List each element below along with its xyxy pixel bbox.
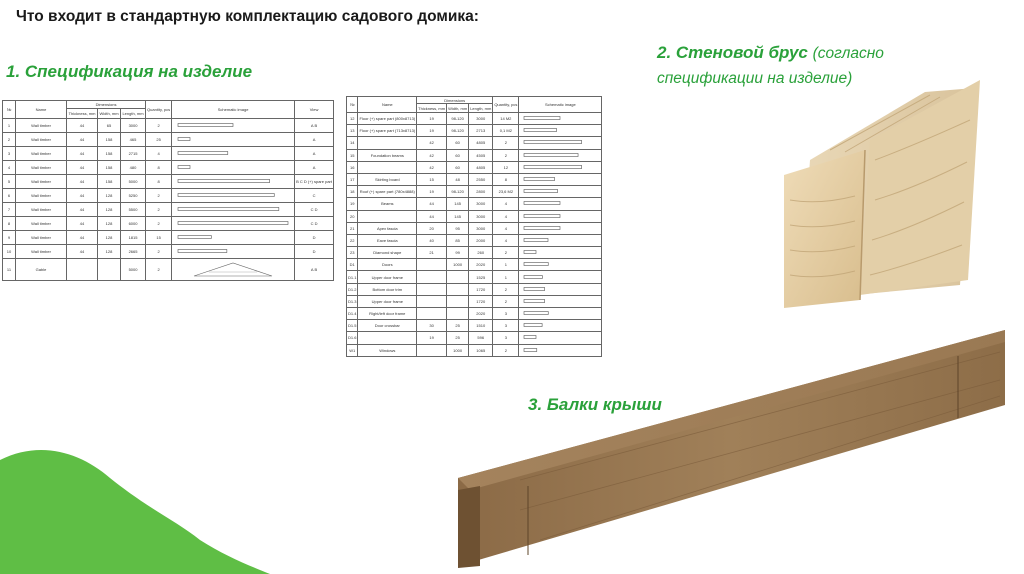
table-cell: Upper door frame: [358, 271, 417, 283]
table-cell: 19: [417, 113, 447, 125]
table-cell: 44: [67, 203, 98, 217]
schematic-drawing: [519, 308, 602, 320]
table-row: [3, 259, 334, 281]
table-cell: 48: [447, 173, 469, 185]
table-cell: 1720: [469, 295, 493, 307]
table-row: [347, 137, 602, 149]
table-cell: 2000: [469, 234, 493, 246]
table-cell: [417, 344, 447, 356]
schematic-drawing: [519, 332, 602, 344]
table-cell: Eave fascia: [358, 234, 417, 246]
table-cell: 2550: [469, 173, 493, 185]
schematic-drawing: [519, 259, 602, 271]
schematic-drawing: [519, 113, 602, 125]
table-cell: 17: [347, 173, 358, 185]
table-cell: D1.2: [347, 283, 358, 295]
table-cell: 3000: [469, 210, 493, 222]
table-cell: 42: [417, 149, 447, 161]
table-cell: 6000: [120, 217, 145, 231]
table-cell: 11: [3, 259, 16, 281]
table-cell: 1065: [469, 344, 493, 356]
table-cell: 20: [347, 210, 358, 222]
table-cell: [447, 271, 469, 283]
table-cell: 4505: [469, 149, 493, 161]
schematic-drawing: [519, 234, 602, 246]
schematic-drawing: [172, 133, 295, 147]
table-cell: A: [295, 133, 334, 147]
col-header-schematic: Schematic image: [519, 97, 602, 113]
table-cell: 60: [447, 137, 469, 149]
table-cell: 3000: [469, 113, 493, 125]
table-cell: 98-120: [447, 113, 469, 125]
schematic-drawing: [172, 203, 295, 217]
table-cell: A: [295, 147, 334, 161]
schematic-drawing: [172, 189, 295, 203]
table-cell: [358, 210, 417, 222]
schematic-drawing: [519, 161, 602, 173]
table-row: [347, 222, 602, 234]
table-cell: [98, 259, 121, 281]
table-cell: 0,1 M2: [493, 125, 519, 137]
table-cell: 158: [98, 133, 121, 147]
table-cell: Foundation beams: [358, 149, 417, 161]
table-cell: 12: [347, 113, 358, 125]
table-cell: 19: [417, 186, 447, 198]
table-cell: Diamond shape: [358, 247, 417, 259]
table-row: [3, 231, 334, 245]
table-cell: 21: [347, 222, 358, 234]
table-cell: 1: [493, 259, 519, 271]
col-header-quantity: Quantity, pcs: [146, 101, 172, 119]
table-cell: Wall timber: [16, 119, 67, 133]
table-cell: [417, 259, 447, 271]
table-cell: [447, 308, 469, 320]
table-cell: 5: [3, 175, 16, 189]
table-cell: 4: [3, 161, 16, 175]
table-cell: D: [295, 245, 334, 259]
table-cell: Wall timber: [16, 175, 67, 189]
section-wall-timber-note-1: (согласно: [812, 45, 884, 62]
table-cell: Right/left door frame: [358, 308, 417, 320]
table-cell: 44: [67, 133, 98, 147]
section-wall-timber-note-2: спецификации на изделие): [657, 70, 853, 87]
table-cell: 44: [417, 210, 447, 222]
table-cell: 30: [417, 320, 447, 332]
table-cell: 4: [493, 222, 519, 234]
table-cell: 1000: [447, 344, 469, 356]
table-cell: [358, 161, 417, 173]
table-row: [347, 271, 602, 283]
table-cell: 596: [469, 332, 493, 344]
table-cell: A B: [295, 259, 334, 281]
table-cell: 19: [417, 125, 447, 137]
table-cell: 2020: [469, 259, 493, 271]
section-specification-heading: 1. Спецификация на изделие: [6, 62, 253, 81]
col-header-number: №: [3, 101, 16, 119]
table-cell: 2: [493, 247, 519, 259]
wall-timber-image: [784, 80, 980, 308]
table-cell: 2: [493, 344, 519, 356]
table-cell: 2: [146, 245, 172, 259]
table-cell: 158: [98, 147, 121, 161]
table-row: [347, 234, 602, 246]
roof-beam-image: [458, 330, 1005, 568]
table-cell: C D: [295, 217, 334, 231]
table-cell: 2: [493, 295, 519, 307]
table-cell: 14 M2: [493, 113, 519, 125]
schematic-drawing: [172, 259, 295, 281]
col-header-dimensions: Dimensions: [67, 101, 146, 109]
table-cell: 145: [447, 198, 469, 210]
table-cell: 1525: [469, 271, 493, 283]
table-cell: 16: [347, 161, 358, 173]
table-cell: D1.6: [347, 332, 358, 344]
table-cell: [67, 259, 98, 281]
table-cell: 44: [417, 198, 447, 210]
green-wave-shape: [0, 450, 270, 574]
col-header-thickness: Thickness, mm: [67, 109, 98, 119]
table-row: [347, 173, 602, 185]
table-cell: 1510: [469, 320, 493, 332]
table-cell: 3: [493, 332, 519, 344]
table-cell: 1720: [469, 283, 493, 295]
table-cell: 2: [493, 137, 519, 149]
table-cell: [417, 308, 447, 320]
col-header-number: №: [347, 97, 358, 113]
table-cell: 4805: [469, 161, 493, 173]
table-cell: 3: [3, 147, 16, 161]
table-cell: 2: [146, 189, 172, 203]
table-cell: 2: [3, 133, 16, 147]
table-cell: 21: [417, 247, 447, 259]
table-cell: 3000: [469, 222, 493, 234]
col-header-schematic: Schematic image: [172, 101, 295, 119]
table-cell: 1: [3, 119, 16, 133]
schematic-drawing: [519, 186, 602, 198]
table-cell: B C D (+) spare part: [295, 175, 334, 189]
table-cell: Wall timber: [16, 147, 67, 161]
table-cell: 128: [98, 203, 121, 217]
table-cell: 42: [417, 161, 447, 173]
table-cell: 4: [146, 147, 172, 161]
schematic-drawing: [172, 175, 295, 189]
schematic-drawing: [172, 147, 295, 161]
section-roof-beams-heading: 3. Балки крыши: [528, 395, 662, 414]
table-cell: 2800: [469, 186, 493, 198]
table-cell: 4: [493, 234, 519, 246]
table-cell: 5000: [120, 175, 145, 189]
table-row: [347, 308, 602, 320]
table-cell: 44: [67, 217, 98, 231]
table-cell: 2: [146, 203, 172, 217]
table-row: [347, 320, 602, 332]
table-row: [3, 147, 334, 161]
table-cell: 128: [98, 217, 121, 231]
table-cell: Wall timber: [16, 231, 67, 245]
table-cell: 15: [146, 231, 172, 245]
table-cell: D1.3: [347, 295, 358, 307]
table-cell: 2713: [469, 125, 493, 137]
table-cell: D: [295, 231, 334, 245]
schematic-drawing: [519, 247, 602, 259]
spec-table-2: [346, 96, 602, 357]
table-cell: Wall timber: [16, 161, 67, 175]
table-cell: 8: [493, 173, 519, 185]
table-row: [3, 245, 334, 259]
table-cell: 3000: [469, 198, 493, 210]
table-cell: 2: [146, 119, 172, 133]
table-cell: Skirting board: [358, 173, 417, 185]
table-row: [347, 259, 602, 271]
table-cell: 260: [469, 247, 493, 259]
table-row: [3, 203, 334, 217]
table-cell: 2665: [120, 245, 145, 259]
table-cell: 2715: [120, 147, 145, 161]
table-cell: 44: [67, 189, 98, 203]
table-cell: D1.1: [347, 271, 358, 283]
table-cell: 5500: [120, 203, 145, 217]
table-cell: 128: [98, 231, 121, 245]
schematic-drawing: [172, 217, 295, 231]
table-cell: 465: [120, 133, 145, 147]
table-cell: 44: [67, 175, 98, 189]
col-header-name: Name: [16, 101, 67, 119]
col-header-length: Length, mm: [120, 109, 145, 119]
table-cell: Floor (+) spare part (713x8713): [358, 125, 417, 137]
table-cell: 8: [146, 161, 172, 175]
table-cell: [417, 271, 447, 283]
table-cell: 3: [493, 308, 519, 320]
table-cell: 4805: [469, 137, 493, 149]
table-cell: 25: [447, 332, 469, 344]
table-row: [3, 119, 334, 133]
table-cell: 1000: [447, 259, 469, 271]
schematic-drawing: [519, 137, 602, 149]
table-cell: 25: [447, 320, 469, 332]
table-cell: Wall timber: [16, 203, 67, 217]
table-cell: 1: [493, 271, 519, 283]
table-cell: 44: [67, 119, 98, 133]
table-cell: 128: [98, 245, 121, 259]
table-row: [347, 186, 602, 198]
table-cell: Wall timber: [16, 217, 67, 231]
table-cell: [417, 283, 447, 295]
table-cell: Roof (+) spare part (780x4888): [358, 186, 417, 198]
table-row: [3, 161, 334, 175]
table-cell: 60: [447, 149, 469, 161]
table-cell: 23: [347, 247, 358, 259]
table-row: [347, 332, 602, 344]
table-cell: A B: [295, 119, 334, 133]
schematic-drawing: [519, 283, 602, 295]
table-row: [347, 210, 602, 222]
table-row: [347, 283, 602, 295]
schematic-drawing: [519, 198, 602, 210]
table-cell: 13: [347, 125, 358, 137]
table-cell: 98-120: [447, 186, 469, 198]
table-cell: 85: [447, 234, 469, 246]
table-cell: 95: [447, 222, 469, 234]
schematic-drawing: [172, 119, 295, 133]
table-row: [347, 161, 602, 173]
table-cell: 2: [146, 217, 172, 231]
table-cell: 25: [146, 133, 172, 147]
table-cell: W1: [347, 344, 358, 356]
schematic-drawing: [519, 344, 602, 356]
col-header-dimensions: Dimensions: [417, 97, 493, 104]
table-row: [347, 198, 602, 210]
table-cell: C D: [295, 203, 334, 217]
col-header-length: Length, mm: [470, 105, 492, 111]
schematic-drawing: [519, 295, 602, 307]
table-cell: 99: [447, 247, 469, 259]
col-header-width: Width, mm: [448, 105, 468, 111]
table-cell: [358, 332, 417, 344]
table-cell: 128: [98, 189, 121, 203]
table-cell: 2: [493, 283, 519, 295]
table-row: [3, 189, 334, 203]
table-cell: 18: [347, 186, 358, 198]
schematic-drawing: [172, 161, 295, 175]
table-cell: 4: [493, 198, 519, 210]
schematic-drawing: [172, 231, 295, 245]
table-row: [3, 133, 334, 147]
table-cell: 4: [493, 210, 519, 222]
col-header-width: Width, mm: [98, 109, 121, 119]
table-cell: 20: [417, 222, 447, 234]
table-cell: 65: [98, 119, 121, 133]
table-cell: 9: [3, 231, 16, 245]
table-cell: Wall timber: [16, 189, 67, 203]
schematic-drawing: [519, 125, 602, 137]
col-header-thickness: Thickness, mm: [418, 105, 446, 111]
table-row: [3, 217, 334, 231]
table-cell: 12: [493, 161, 519, 173]
table-cell: Upper door frame: [358, 295, 417, 307]
col-header-name: Name: [358, 97, 417, 113]
table-cell: 15: [347, 149, 358, 161]
table-cell: 44: [67, 161, 98, 175]
table-row: [347, 295, 602, 307]
table-cell: 15: [417, 173, 447, 185]
table-cell: Apex fascia: [358, 222, 417, 234]
table-cell: Wall timber: [16, 245, 67, 259]
table-cell: 158: [98, 161, 121, 175]
table-cell: [447, 295, 469, 307]
table-row: [347, 113, 602, 125]
table-cell: 10: [3, 245, 16, 259]
table-cell: 3: [493, 320, 519, 332]
schematic-drawing: [519, 222, 602, 234]
table-cell: [417, 295, 447, 307]
schematic-drawing: [519, 271, 602, 283]
table-cell: 44: [67, 245, 98, 259]
table-cell: 2: [146, 259, 172, 281]
slide-title: Что входит в стандартную комплектацию садового домика:: [16, 8, 479, 25]
table-cell: 1815: [120, 231, 145, 245]
table-row: [347, 125, 602, 137]
table-cell: Wall timber: [16, 133, 67, 147]
table-cell: 44: [67, 147, 98, 161]
schematic-drawing: [519, 210, 602, 222]
table-row: [347, 344, 602, 356]
table-cell: D1.5: [347, 320, 358, 332]
schematic-drawing: [519, 320, 602, 332]
table-cell: Doors: [358, 259, 417, 271]
section-wall-timber-heading: [657, 41, 884, 91]
table-cell: 158: [98, 175, 121, 189]
table-cell: [358, 137, 417, 149]
table-cell: D1: [347, 259, 358, 271]
spec-table-1: [2, 100, 334, 281]
table-cell: 2020: [469, 308, 493, 320]
col-header-quantity: Quantity, pcs: [493, 97, 519, 113]
table-cell: A: [295, 161, 334, 175]
table-cell: Windows: [358, 344, 417, 356]
schematic-drawing: [519, 173, 602, 185]
table-cell: 6: [3, 189, 16, 203]
table-cell: Bottom door trim: [358, 283, 417, 295]
table-cell: 98-120: [447, 125, 469, 137]
table-cell: 8: [3, 217, 16, 231]
table-cell: 60: [447, 161, 469, 173]
schematic-drawing: [519, 149, 602, 161]
table-cell: D1.4: [347, 308, 358, 320]
table-cell: 14: [347, 137, 358, 149]
schematic-drawing: [172, 245, 295, 259]
table-cell: 40: [417, 234, 447, 246]
table-cell: 22: [347, 234, 358, 246]
table-row: [3, 175, 334, 189]
table-cell: [447, 283, 469, 295]
table-cell: 3000: [120, 119, 145, 133]
table-cell: 8: [146, 175, 172, 189]
section-wall-timber-title: 2. Стеновой брус: [657, 43, 808, 62]
table-cell: 480: [120, 161, 145, 175]
col-header-view: View: [295, 101, 334, 119]
table-row: [347, 247, 602, 259]
table-cell: 2: [493, 149, 519, 161]
table-cell: 42: [417, 137, 447, 149]
table-cell: Door crossbar: [358, 320, 417, 332]
table-cell: 5250: [120, 189, 145, 203]
table-cell: 44: [67, 231, 98, 245]
table-cell: Beams: [358, 198, 417, 210]
table-cell: Floor (+) spare part (800x8713): [358, 113, 417, 125]
table-cell: 7: [3, 203, 16, 217]
table-cell: C: [295, 189, 334, 203]
table-row: [347, 149, 602, 161]
table-cell: 23,6 M2: [493, 186, 519, 198]
table-cell: 19: [347, 198, 358, 210]
table-cell: 145: [447, 210, 469, 222]
table-cell: Gable: [16, 259, 67, 281]
table-cell: 5000: [120, 259, 145, 281]
table-cell: 19: [417, 332, 447, 344]
